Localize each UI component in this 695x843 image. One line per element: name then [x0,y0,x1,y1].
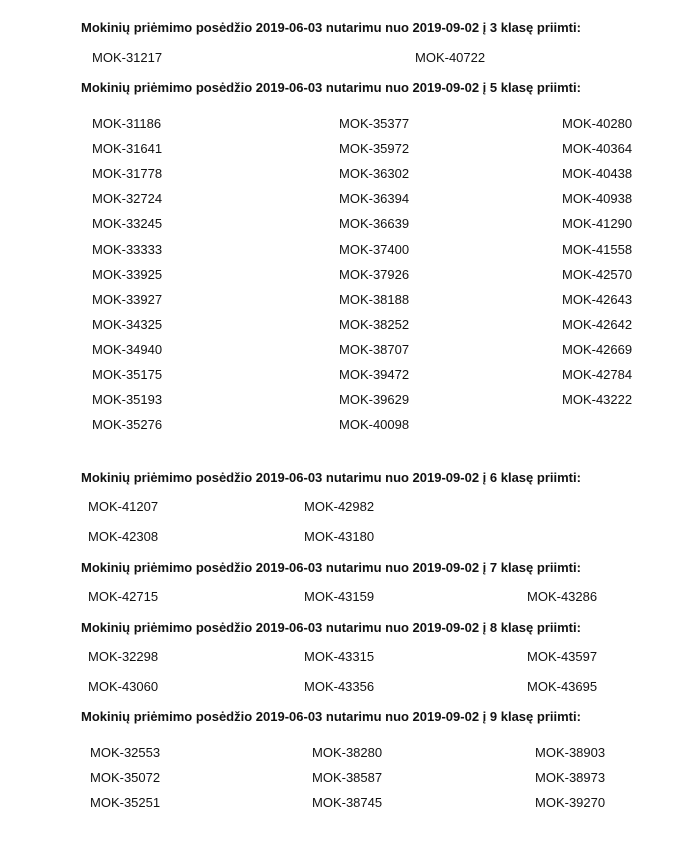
student-code: MOK-40280 [562,116,633,131]
student-code: MOK-37926 [339,267,410,282]
student-code: MOK-42308 [88,529,159,544]
student-code: MOK-43060 [88,679,159,694]
student-code: MOK-40722 [415,50,486,65]
student-code: MOK-38973 [535,770,606,785]
student-code: MOK-40364 [562,141,633,156]
student-code: MOK-38707 [339,342,410,357]
student-code: MOK-43222 [562,392,633,407]
student-code: MOK-38587 [312,770,383,785]
student-code: MOK-33333 [92,242,163,257]
student-code: MOK-42784 [562,367,633,382]
student-code: MOK-38252 [339,317,410,332]
student-code: MOK-43597 [527,649,598,664]
student-code: MOK-35072 [90,770,161,785]
student-code: MOK-42669 [562,342,633,357]
student-code: MOK-35377 [339,116,410,131]
student-code: MOK-40098 [339,417,410,432]
section-heading: Mokinių priėmimo posėdžio 2019-06-03 nutarimu nuo 2019-09-02 į 9 klasę priimti: [81,709,581,724]
student-code: MOK-33925 [92,267,163,282]
student-code: MOK-42643 [562,292,633,307]
student-code: MOK-31186 [92,116,162,131]
student-code: MOK-41207 [88,499,159,514]
student-code: MOK-40438 [562,166,633,181]
student-code: MOK-36302 [339,166,410,181]
student-code: MOK-41290 [562,216,633,231]
student-code: MOK-35251 [90,795,161,810]
student-code: MOK-35175 [92,367,163,382]
student-code: MOK-43695 [527,679,598,694]
student-code: MOK-32724 [92,191,163,206]
student-code: MOK-33927 [92,292,163,307]
student-code: MOK-42982 [304,499,375,514]
student-code: MOK-32553 [90,745,161,760]
student-code: MOK-43356 [304,679,375,694]
section-heading: Mokinių priėmimo posėdžio 2019-06-03 nutarimu nuo 2019-09-02 į 3 klasę priimti: [81,20,581,35]
student-code: MOK-40938 [562,191,633,206]
student-code: MOK-38280 [312,745,383,760]
section-heading: Mokinių priėmimo posėdžio 2019-06-03 nutarimu nuo 2019-09-02 į 8 klasę priimti: [81,620,581,635]
student-code: MOK-34325 [92,317,163,332]
student-code: MOK-31778 [92,166,163,181]
student-code: MOK-43315 [304,649,375,664]
section-heading: Mokinių priėmimo posėdžio 2019-06-03 nutarimu nuo 2019-09-02 į 6 klasę priimti: [81,470,581,485]
student-code: MOK-41558 [562,242,633,257]
student-code: MOK-35276 [92,417,163,432]
student-code: MOK-43286 [527,589,598,604]
student-code: MOK-36639 [339,216,410,231]
student-code: MOK-36394 [339,191,410,206]
student-code: MOK-38745 [312,795,383,810]
student-code: MOK-39472 [339,367,410,382]
student-code: MOK-42715 [88,589,159,604]
student-code: MOK-39270 [535,795,606,810]
student-code: MOK-43159 [304,589,375,604]
student-code: MOK-31217 [92,50,163,65]
student-code: MOK-39629 [339,392,410,407]
student-code: MOK-43180 [304,529,375,544]
section-heading: Mokinių priėmimo posėdžio 2019-06-03 nutarimu nuo 2019-09-02 į 7 klasę priimti: [81,560,581,575]
student-code: MOK-31641 [92,141,163,156]
student-code: MOK-35972 [339,141,410,156]
student-code: MOK-42642 [562,317,633,332]
student-code: MOK-42570 [562,267,633,282]
section-heading: Mokinių priėmimo posėdžio 2019-06-03 nutarimu nuo 2019-09-02 į 5 klasę priimti: [81,80,581,95]
student-code: MOK-38188 [339,292,410,307]
student-code: MOK-33245 [92,216,163,231]
student-code: MOK-35193 [92,392,163,407]
student-code: MOK-32298 [88,649,159,664]
student-code: MOK-37400 [339,242,410,257]
student-code: MOK-38903 [535,745,606,760]
student-code: MOK-34940 [92,342,163,357]
